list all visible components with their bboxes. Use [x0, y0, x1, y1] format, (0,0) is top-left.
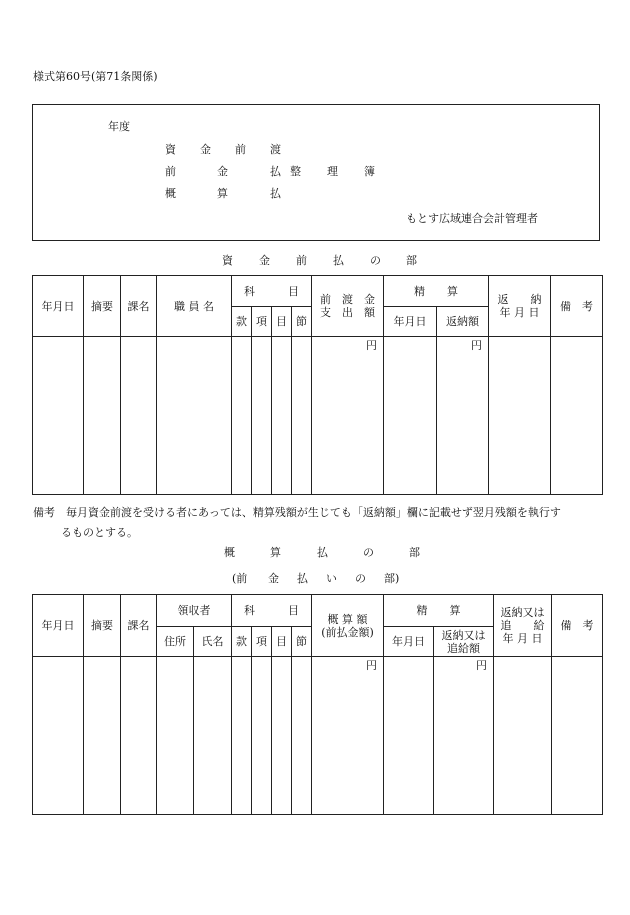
col-return-amount: 返納額 [437, 307, 489, 337]
col-summary: 摘要 [84, 595, 121, 657]
title-char: 前 [165, 165, 176, 178]
col-return-line1: 返納又は [441, 628, 486, 642]
col-estimate-line2: (前払金額) [321, 625, 374, 639]
col-return-date-line2: 年 月 日 [499, 306, 540, 319]
col-kou: 項 [252, 627, 272, 657]
cell-kou[interactable] [252, 337, 272, 495]
cell-remarks[interactable] [551, 337, 603, 495]
col-advance-line1: 前 渡 金 [320, 293, 375, 306]
section2-title [0, 544, 630, 558]
section-title-char: 概 [224, 546, 235, 559]
col-staff-name: 職 員 名 [157, 276, 232, 337]
cell-section-name[interactable] [121, 337, 157, 495]
cell-seisan-date[interactable] [384, 337, 437, 495]
table-row [33, 657, 603, 815]
cell-setsu[interactable] [292, 657, 312, 815]
cell-advance-amount[interactable]: 円 [312, 337, 384, 495]
col-setsu: 節 [292, 307, 312, 337]
col-remarks: 備 考 [552, 595, 603, 657]
col-summary: 摘要 [84, 276, 121, 337]
section-title-char: 部 [406, 254, 417, 267]
section1-title [0, 252, 630, 266]
cell-estimate-amount[interactable]: 円 [312, 657, 384, 815]
section-title-char: 部 [409, 546, 420, 559]
title-char: 金 [217, 165, 228, 178]
col-kou: 項 [252, 307, 272, 337]
cell-section-name[interactable] [121, 657, 157, 815]
cell-name[interactable] [194, 657, 232, 815]
col-return-date [494, 595, 552, 657]
section-subtitle-char: 払 [297, 572, 308, 585]
col-rdate-line1: 返納又は [500, 606, 545, 619]
col-section-name: 課名 [121, 595, 157, 657]
col-advance-amount [312, 276, 384, 337]
col-rdate-line2: 追 給 [500, 619, 545, 632]
cell-kan[interactable] [232, 657, 252, 815]
col-rdate-line3: 年 月 日 [502, 632, 543, 645]
col-setsu: 節 [292, 627, 312, 657]
cell-return-amount[interactable]: 円 [437, 337, 489, 495]
section-title-char: 算 [270, 546, 281, 559]
section-subtitle-char: (前 [232, 572, 248, 585]
title-char: 算 [217, 187, 228, 200]
col-seisan: 精 算 [384, 595, 494, 627]
section-title-char: 前 [296, 254, 307, 267]
section-title-char: 払 [317, 546, 328, 559]
cell-staff-name[interactable] [157, 337, 232, 495]
section-subtitle-char: 部) [384, 572, 400, 585]
cell-return-amount[interactable]: 円 [434, 657, 494, 815]
section-title-char: の [370, 254, 381, 267]
col-seisan: 精 算 [384, 276, 489, 307]
title-char: 理 [327, 165, 338, 178]
title-char: 資 [165, 143, 176, 156]
section-subtitle-char: の [355, 572, 366, 585]
title-char: 前 [235, 143, 246, 156]
cell-summary[interactable] [84, 657, 121, 815]
estimate-table [32, 594, 603, 815]
col-return-date-line1: 返 納 [497, 293, 542, 306]
section-subtitle-char: 金 [268, 572, 279, 585]
section2-subtitle [0, 570, 630, 584]
col-return-amount [434, 627, 494, 657]
table-row [33, 337, 603, 495]
section-title-char: 資 [222, 254, 233, 267]
title-char: 金 [200, 143, 211, 156]
title-char: 払 [270, 187, 281, 200]
col-date: 年月日 [33, 595, 84, 657]
col-kamoku: 科 目 [232, 276, 312, 307]
col-seisan-date: 年月日 [384, 627, 434, 657]
cell-remarks[interactable] [552, 657, 603, 815]
col-address: 住所 [157, 627, 194, 657]
section-title-char: 金 [259, 254, 270, 267]
col-kan: 款 [232, 627, 252, 657]
cell-return-date[interactable] [494, 657, 552, 815]
organization-name: もとす広域連合会計管理者 [406, 212, 538, 225]
form-number: 様式第60号(第71条関係) [33, 70, 158, 83]
col-recipient: 領収者 [157, 595, 232, 627]
col-moku: 目 [272, 307, 292, 337]
title-char: 概 [165, 187, 176, 200]
cell-address[interactable] [157, 657, 194, 815]
col-moku: 目 [272, 627, 292, 657]
section-subtitle-char: い [326, 572, 337, 585]
cell-seisan-date[interactable] [384, 657, 434, 815]
section-title-char: 払 [333, 254, 344, 267]
title-char: 整 [290, 165, 301, 178]
col-date: 年月日 [33, 276, 84, 337]
section-title-char: の [363, 546, 374, 559]
col-remarks: 備 考 [551, 276, 603, 337]
advance-table [32, 275, 603, 495]
col-section-name: 課名 [121, 276, 157, 337]
col-estimate-amount [312, 595, 384, 657]
title-char: 払 [270, 165, 281, 178]
col-kan: 款 [232, 307, 252, 337]
note-line-2: るものとする。 [61, 526, 138, 539]
cell-return-date[interactable] [489, 337, 551, 495]
title-char: 簿 [364, 165, 375, 178]
cell-moku[interactable] [272, 657, 292, 815]
title-char: 渡 [270, 143, 281, 156]
col-estimate-line1: 概 算 額 [327, 612, 368, 626]
note-line-1: 備考 毎月資金前渡を受ける者にあっては、精算残額が生じても「返納額」欄に記載せず翌月残額を執行す [33, 506, 561, 519]
cell-kou[interactable] [252, 657, 272, 815]
cell-date[interactable] [33, 337, 84, 495]
col-kamoku: 科 目 [232, 595, 312, 627]
col-name: 氏名 [194, 627, 232, 657]
cell-summary[interactable] [84, 337, 121, 495]
cell-setsu[interactable] [292, 337, 312, 495]
fiscal-year-label: 年度 [108, 120, 130, 133]
col-seisan-date: 年月日 [384, 307, 437, 337]
cell-moku[interactable] [272, 337, 292, 495]
col-advance-line2: 支 出 額 [320, 306, 375, 319]
cell-kan[interactable] [232, 337, 252, 495]
cell-date[interactable] [33, 657, 84, 815]
col-return-line2: 追給額 [447, 641, 480, 655]
col-return-date [489, 276, 551, 337]
